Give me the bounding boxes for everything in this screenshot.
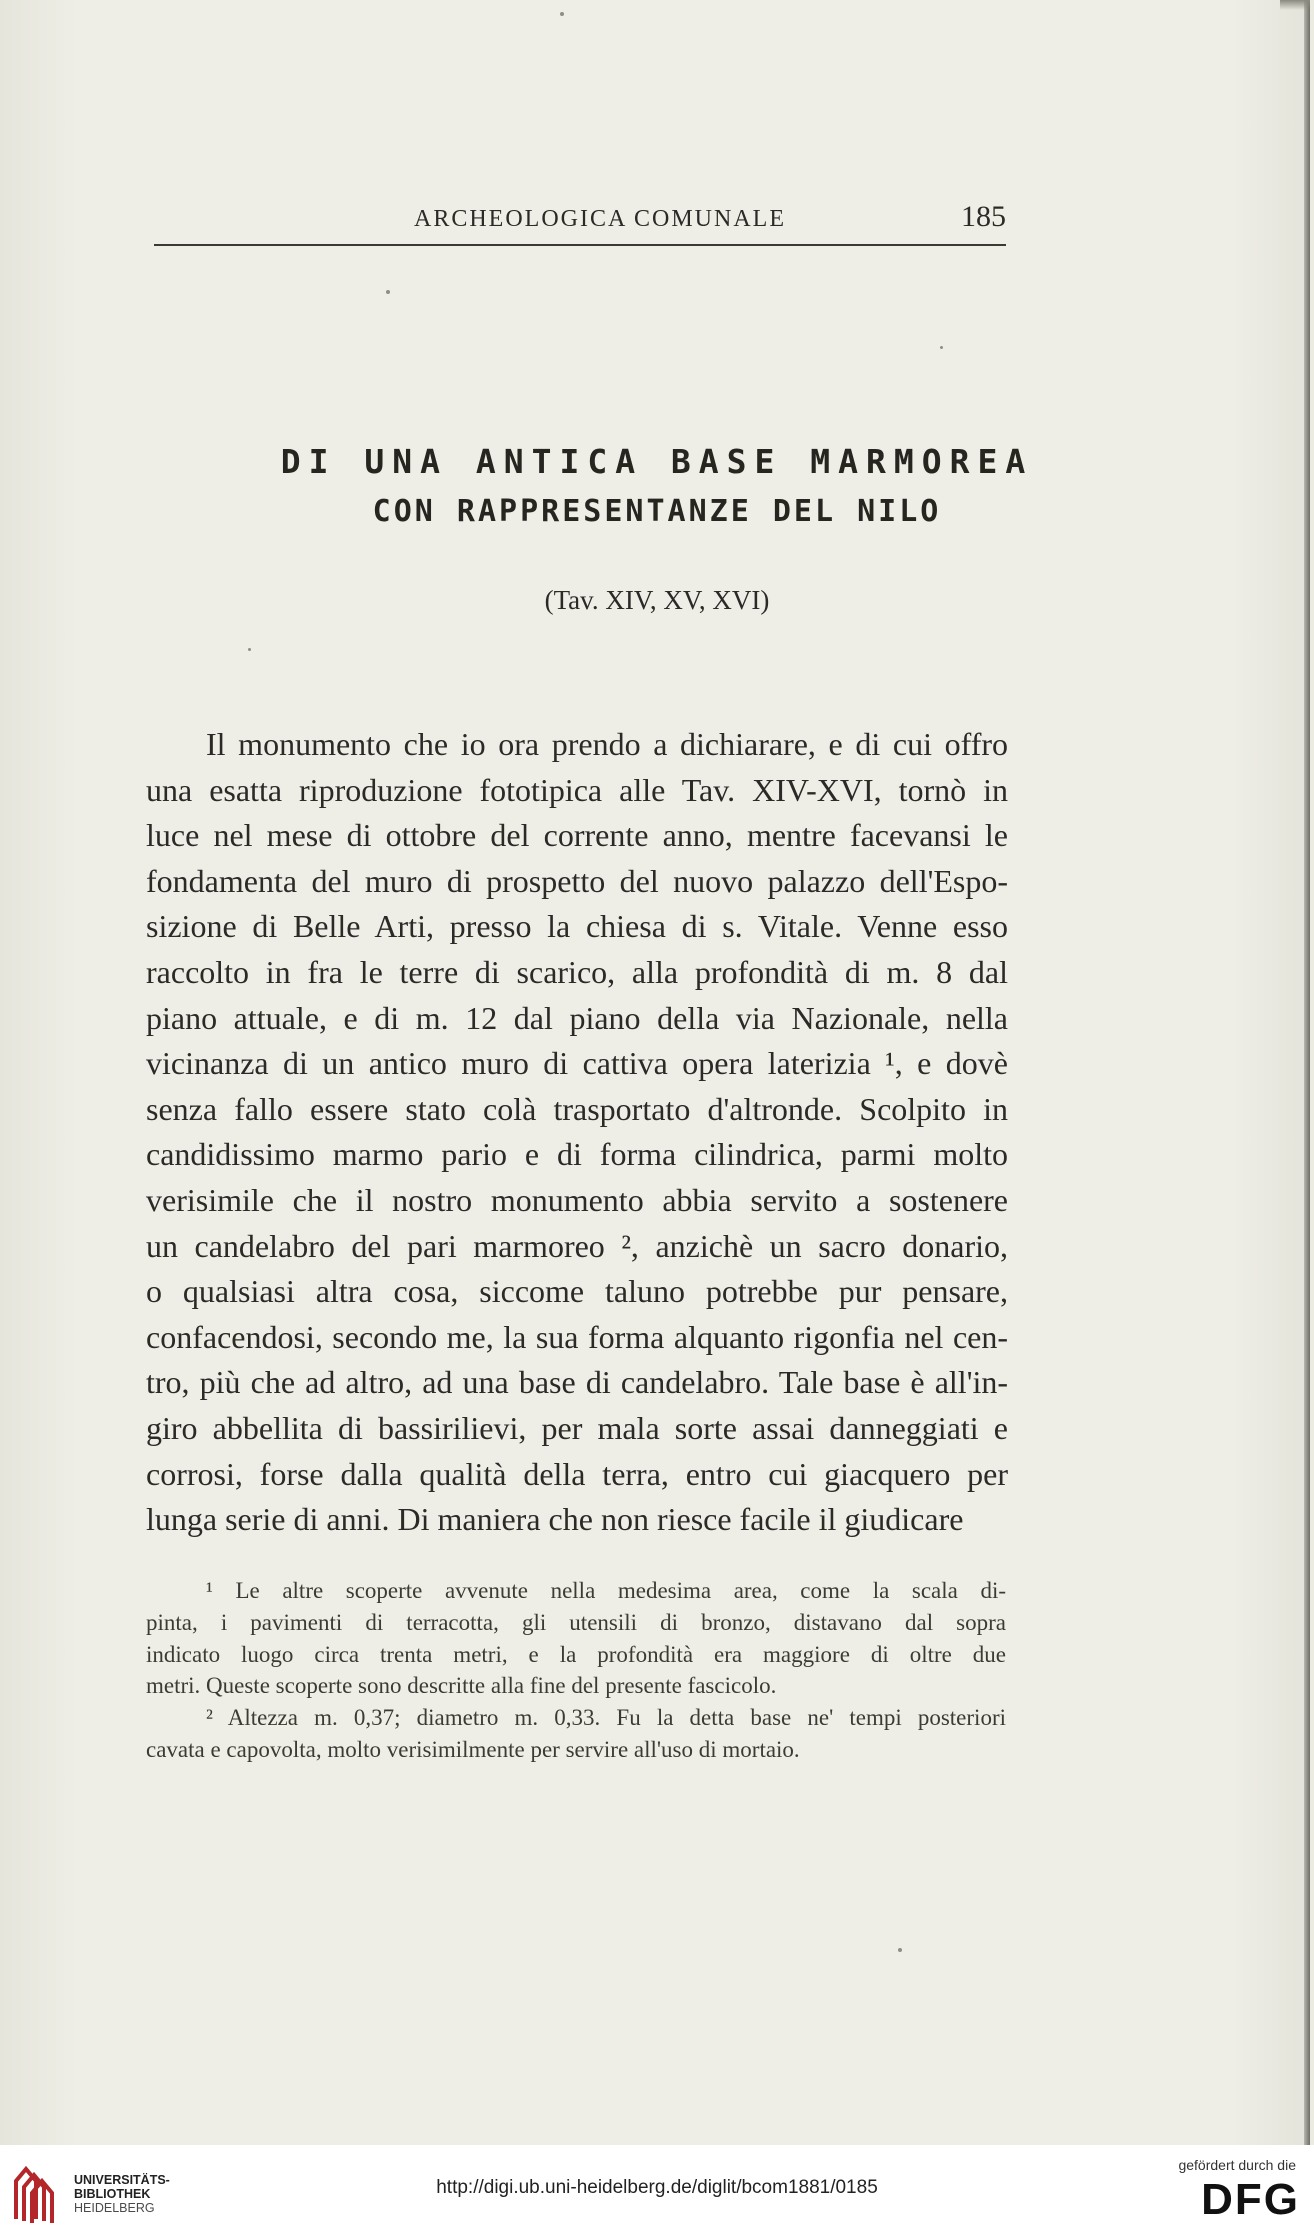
body-line: lunga serie di anni. Di maniera che non riesce facile il giudicare	[146, 1501, 964, 1538]
permalink[interactable]: http://digi.ub.uni-heidelberg.de/diglit/bcom1881/0185	[436, 2177, 878, 2198]
footnotes	[146, 1575, 1006, 1766]
funder-note: gefördert durch die	[1178, 2157, 1296, 2173]
article-title-line-2: CON RAPPRESENTANZE DEL NILO	[372, 494, 942, 529]
library-name-line-1: UNIVERSITÄTS-	[74, 2173, 170, 2187]
body-line: o qualsiasi altra cosa, siccome taluno potrebbe pur pensare,	[146, 1273, 1008, 1310]
page-edge-shadow	[1304, 0, 1310, 2145]
article-title-line-1: DI UNA ANTICA BASE MARMOREA	[280, 442, 1034, 481]
body-line: un candelabro del pari marmoreo ², anzichè un sacro donario,	[146, 1227, 1008, 1264]
footnote-line: indicato luogo circa trenta metri, e la profondità era maggiore di oltre due	[146, 1641, 1006, 1667]
body-line: piano attuale, e di m. 12 dal piano della via Nazionale, nella	[146, 999, 1008, 1036]
body-line: tro, più che ad altro, ad una base di candelabro. Tale base è all'in-	[146, 1364, 1008, 1401]
body-line: una esatta riproduzione fototipica alle Tav. XIV-XVI, tornò in	[146, 771, 1008, 808]
paper-speck	[560, 12, 564, 16]
body-line: luce nel mese di ottobre del corrente anno, mentre facevansi le	[146, 817, 1008, 854]
body-line: raccolto in fra le terre di scarico, alla profondità di m. 8 dal	[146, 953, 1008, 990]
dfg-logo: DFG	[1201, 2175, 1300, 2224]
body-line: senza fallo essere stato colà trasportato d'altronde. Scolpito in	[146, 1090, 1008, 1127]
page-corner-shadow	[1280, 0, 1310, 10]
running-head	[154, 200, 1006, 246]
paper-speck	[248, 648, 251, 651]
body-line: sizione di Belle Arti, presso la chiesa di s. Vitale. Venne esso	[146, 908, 1008, 945]
body-line: Il monumento che io ora prendo a dichiarare, e di cui offro	[206, 726, 1008, 762]
body-line: confacendosi, secondo me, la sua forma alquanto rigonfia nel cen-	[146, 1318, 1008, 1355]
body-line: fondamenta del muro di prospetto del nuovo palazzo dell'Espo-	[146, 862, 1008, 899]
body-line: giro abbellita di bassirilievi, per mala sorte assai danneggiati e	[146, 1409, 1008, 1446]
body-text	[146, 722, 1008, 1543]
body-line: verisimile che il nostro monumento abbia servito a sostenere	[146, 1181, 1008, 1218]
footnote-line: metri. Queste scoperte sono descritte alla fine del presente fascicolo.	[146, 1673, 777, 1699]
library-name-line-3: HEIDELBERG	[74, 2201, 155, 2215]
body-line: vicinanza di un antico muro di cattiva opera laterizia ¹, e dovè	[146, 1045, 1008, 1082]
viewer-footer	[0, 2145, 1314, 2238]
body-line: candidissimo marmo pario e di forma cilindrica, parmi molto	[146, 1136, 1008, 1173]
page-number: 185	[961, 200, 1006, 233]
library-name-line-2: BIBLIOTHEK	[74, 2187, 151, 2201]
footnote-line: ¹ Le altre scoperte avvenute nella medesima area, come la scala di-	[206, 1578, 1006, 1603]
footnote-line: pinta, i pavimenti di terracotta, gli utensili di bronzo, distavano dal sopra	[146, 1609, 1006, 1635]
plate-reference: (Tav. XIV, XV, XVI)	[544, 585, 770, 615]
footnote-line: cavata e capovolta, molto verisimilmente per servire all'uso di mortaio.	[146, 1736, 800, 1762]
paper-speck	[940, 346, 943, 349]
body-line: corrosi, forse dalla qualità della terra, entro cui giacquero per	[146, 1455, 1008, 1492]
footnote-line: ² Altezza m. 0,37; diametro m. 0,33. Fu la detta base ne' tempi posteriori	[206, 1705, 1006, 1731]
paper-speck	[386, 290, 390, 294]
paper-speck	[898, 1948, 902, 1952]
running-head-title: ARCHEOLOGICA COMUNALE	[414, 206, 786, 232]
